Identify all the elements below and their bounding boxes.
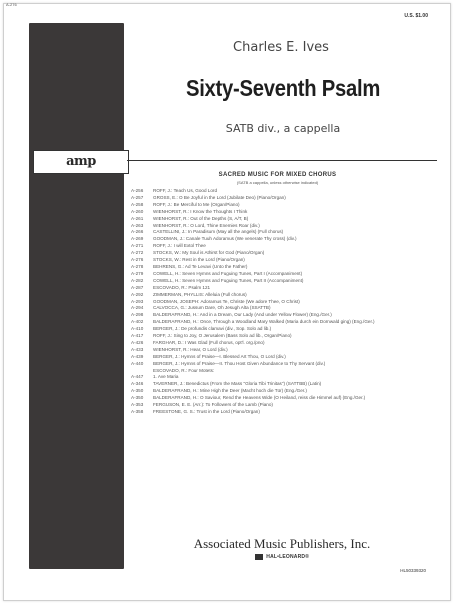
- catalog-entry: 1. Ave Maria: [153, 374, 179, 380]
- catalog-entry: FREESTONE, G. S.: Trust in the Lord (Piano/Organ): [153, 409, 260, 414]
- dark-sidebar-band: [29, 23, 124, 569]
- catalog-row: [131, 257, 431, 264]
- catalog-row: [131, 195, 431, 202]
- catalog-row: [131, 285, 431, 292]
- catalog-row: [131, 236, 431, 243]
- catalog-code: A-282: [131, 277, 144, 283]
- amp-logo-text: amp: [66, 154, 96, 169]
- catalog-row: [131, 229, 431, 236]
- catalog-entry: TAVERNER, J.: Benedictus (From the Mass "Gloria Tibi Trinitas") (SATTBB) (Latin): [153, 381, 322, 387]
- catalog-row: [131, 299, 431, 306]
- catalog-row: [131, 333, 431, 340]
- catalog-code: A-263: [131, 222, 144, 228]
- catalog-entry: WIENHORST, R.: Out of the Depths (S, A/T, B): [153, 215, 249, 221]
- catalog-entry: ESCOVADO, R.: Four Motets:: [153, 367, 215, 373]
- catalog-row: [131, 209, 431, 216]
- catalog-entry: GOODMAN, JOSEPH: Adoramus Te, Christe (We adore Thee, O Christ): [153, 298, 300, 304]
- catalog-entry: STOCKS, W.: My Soul is Athirst for God (Piano/Organ): [153, 250, 265, 256]
- catalog-code: A-272: [131, 250, 144, 256]
- catalog-code: A-271: [131, 243, 144, 249]
- catalog-code: A-447: [131, 374, 144, 380]
- catalog-number: A-276: [6, 2, 17, 7]
- catalog-row: [131, 319, 431, 326]
- header-divider: [127, 160, 437, 161]
- catalog-entry: BERGER, J.: De profundis clamavi (div., Sop. Solo ad lib.): [153, 326, 272, 332]
- catalog-entry: COWELL, H.: Seven Hymns and Fuguing Tunes, Part I (Accompaniment): [153, 270, 303, 276]
- catalog-row: [131, 326, 431, 333]
- catalog-code: A-298: [131, 312, 144, 318]
- catalog-list: [131, 188, 431, 416]
- catalog-row: [131, 409, 431, 416]
- catalog-code: A-287: [131, 284, 144, 290]
- catalog-code: A-439: [131, 353, 144, 359]
- catalog-row: [131, 243, 431, 250]
- catalog-row: [131, 347, 431, 354]
- catalog-entry: COWELL, H.: Seven Hymns and Fuguing Tunes, Part II (Accompaniment): [153, 277, 304, 283]
- catalog-row: [131, 354, 431, 361]
- catalog-code: A-433: [131, 346, 144, 352]
- catalog-entry: WIENHORST, R.: O Lord, Thine Enemies Roar (div.): [153, 222, 260, 228]
- catalog-entry: BALDERAFRAND, H.: Once, Through a Woodland Mary Walked (Maria durch ein Dornwald ging) (Eng./Ger.): [153, 319, 375, 325]
- catalog-row: [131, 271, 431, 278]
- catalog-entry: CALVOCCA, G.: Jussum Dare, Oh Jesugh Alta (SSATTB): [153, 305, 271, 311]
- catalog-row: [131, 312, 431, 319]
- catalog-entry: BALDERAFRAND, H.: Mine High the Deer (Macht hoch die Tür) (Eng./Ger.): [153, 388, 307, 394]
- catalog-entry: BEHRENS, G.: Ad Te Levavi (Unto the Father): [153, 263, 248, 269]
- catalog-code: A-292: [131, 291, 144, 297]
- catalog-entry: WIENHORST, R.: Hear, O Lord (div.): [153, 346, 228, 352]
- catalog-row: [131, 264, 431, 271]
- catalog-code: A-258: [131, 201, 144, 207]
- catalog-entry: BALDERAFRAND, H.: O Saviour, Rend the Heavens Wide (O Heiland, reiss die Himmel auf) (Eng./Ger.): [153, 395, 366, 401]
- distributor-logo: [182, 554, 382, 560]
- catalog-code: A-358: [131, 409, 144, 414]
- catalog-code: A-261: [131, 215, 144, 221]
- catalog-heading: SACRED MUSIC FOR MIXED CHORUS: [218, 172, 337, 178]
- catalog-entry: ROFF, J.: Be Merciful to Me (Organ/Piano): [153, 201, 240, 207]
- catalog-entry: GOODMAN, J.: Canale Tuuh Adoramus (We venerate Thy cross) (div.): [153, 236, 297, 242]
- catalog-entry: FERGUSON, E. E. (Arr.): To Followers of the Lamb (Piano): [153, 402, 273, 408]
- catalog-code: A-257: [131, 194, 144, 200]
- product-code: HL50339320: [400, 568, 426, 573]
- publisher-name: Associated Music Publishers, Inc.: [193, 536, 371, 551]
- catalog-entry: BERGER, J.: Hymns of Praise—I. Blessed Art Thou, O Lord (div.): [153, 353, 286, 359]
- catalog-row: [131, 381, 431, 388]
- catalog-entry: CASTELLINI, J.: In Paradisum (May all the angels) (Full chorus): [153, 229, 284, 235]
- catalog-row: [131, 292, 431, 299]
- catalog-row: [131, 250, 431, 257]
- work-title: Sixty-Seventh Psalm: [185, 75, 381, 101]
- catalog-code: A-402: [131, 319, 144, 325]
- catalog-code: A-260: [131, 208, 144, 214]
- catalog-code: A-276: [131, 257, 144, 263]
- catalog-code: A-350: [131, 388, 144, 394]
- catalog-code: A-294: [131, 305, 144, 311]
- catalog-entry: ESCOVADO, R.: Psalm 121: [153, 284, 211, 290]
- catalog-row: [131, 368, 431, 375]
- catalog-entry: ROFF, J.: Sing to Joy, O Jerusalem (Bass Solo ad lib., Organ/Piano): [153, 333, 292, 339]
- catalog-entry: BERGER, J.: Hymns of Praise—II. Thou Host Given Abundance to Thy Servant (div.): [153, 360, 326, 366]
- catalog-row: [131, 188, 431, 195]
- amp-logo: [33, 150, 129, 174]
- catalog-code: A-350: [131, 395, 144, 401]
- catalog-note: (SATB a cappella, unless otherwise indicated): [236, 180, 319, 185]
- catalog-entry: BALDERAFRAND, H.: And in a Dream, Our Lady (And under Yellow Flower) (Eng./Ger.): [153, 312, 332, 318]
- voicing-subtitle: SATB div., a cappella: [225, 122, 341, 135]
- catalog-entry: WIENHORST, R.: I Know the Thoughts I Think: [153, 208, 248, 214]
- distributor-name: HAL•LEONARD®: [266, 554, 310, 560]
- catalog-row: [131, 402, 431, 409]
- hal-leonard-icon: [255, 554, 263, 560]
- catalog-code: A-269: [131, 236, 144, 242]
- catalog-row: [131, 374, 431, 381]
- catalog-entry: FARGHAR, D.: I Was Glad (Full chorus, opt'l. org./pno): [153, 339, 265, 345]
- catalog-row: [131, 395, 431, 402]
- catalog-row: [131, 361, 431, 368]
- catalog-entry: ROFF, J.: Teach Us, Good Lord: [153, 188, 217, 193]
- catalog-row: [131, 340, 431, 347]
- catalog-row: [131, 305, 431, 312]
- catalog-code: A-417: [131, 333, 144, 339]
- catalog-code: A-279: [131, 270, 144, 276]
- composer-name: Charles E. Ives: [233, 40, 329, 55]
- catalog-entry: ZIMMERMAN, PHYLLIS: Alleluia (Full chorus): [153, 291, 247, 297]
- catalog-code: A-346: [131, 381, 144, 387]
- catalog-code: A-410: [131, 326, 144, 332]
- catalog-entry: ROFF, J.: I will Extol Thee: [153, 243, 206, 249]
- price-label: U.S. $1.00: [404, 13, 428, 19]
- catalog-row: [131, 202, 431, 209]
- catalog-code: A-293: [131, 298, 144, 304]
- catalog-row: [131, 216, 431, 223]
- catalog-code: A-266: [131, 229, 144, 235]
- catalog-code: A-278: [131, 263, 144, 269]
- catalog-code: A-440: [131, 360, 144, 366]
- catalog-entry: STOCKS, W.: Rest in the Lord (Piano/Organ): [153, 257, 245, 263]
- catalog-code: A-426: [131, 339, 144, 345]
- catalog-code: A-353: [131, 402, 144, 408]
- catalog-row: [131, 278, 431, 285]
- catalog-row: [131, 223, 431, 230]
- catalog-entry: GROSS, E.: O Be Joyful in the Lord (Jubilate Deo) (Piano/Organ): [153, 194, 286, 200]
- catalog-row: [131, 388, 431, 395]
- catalog-code: A-256: [131, 188, 144, 193]
